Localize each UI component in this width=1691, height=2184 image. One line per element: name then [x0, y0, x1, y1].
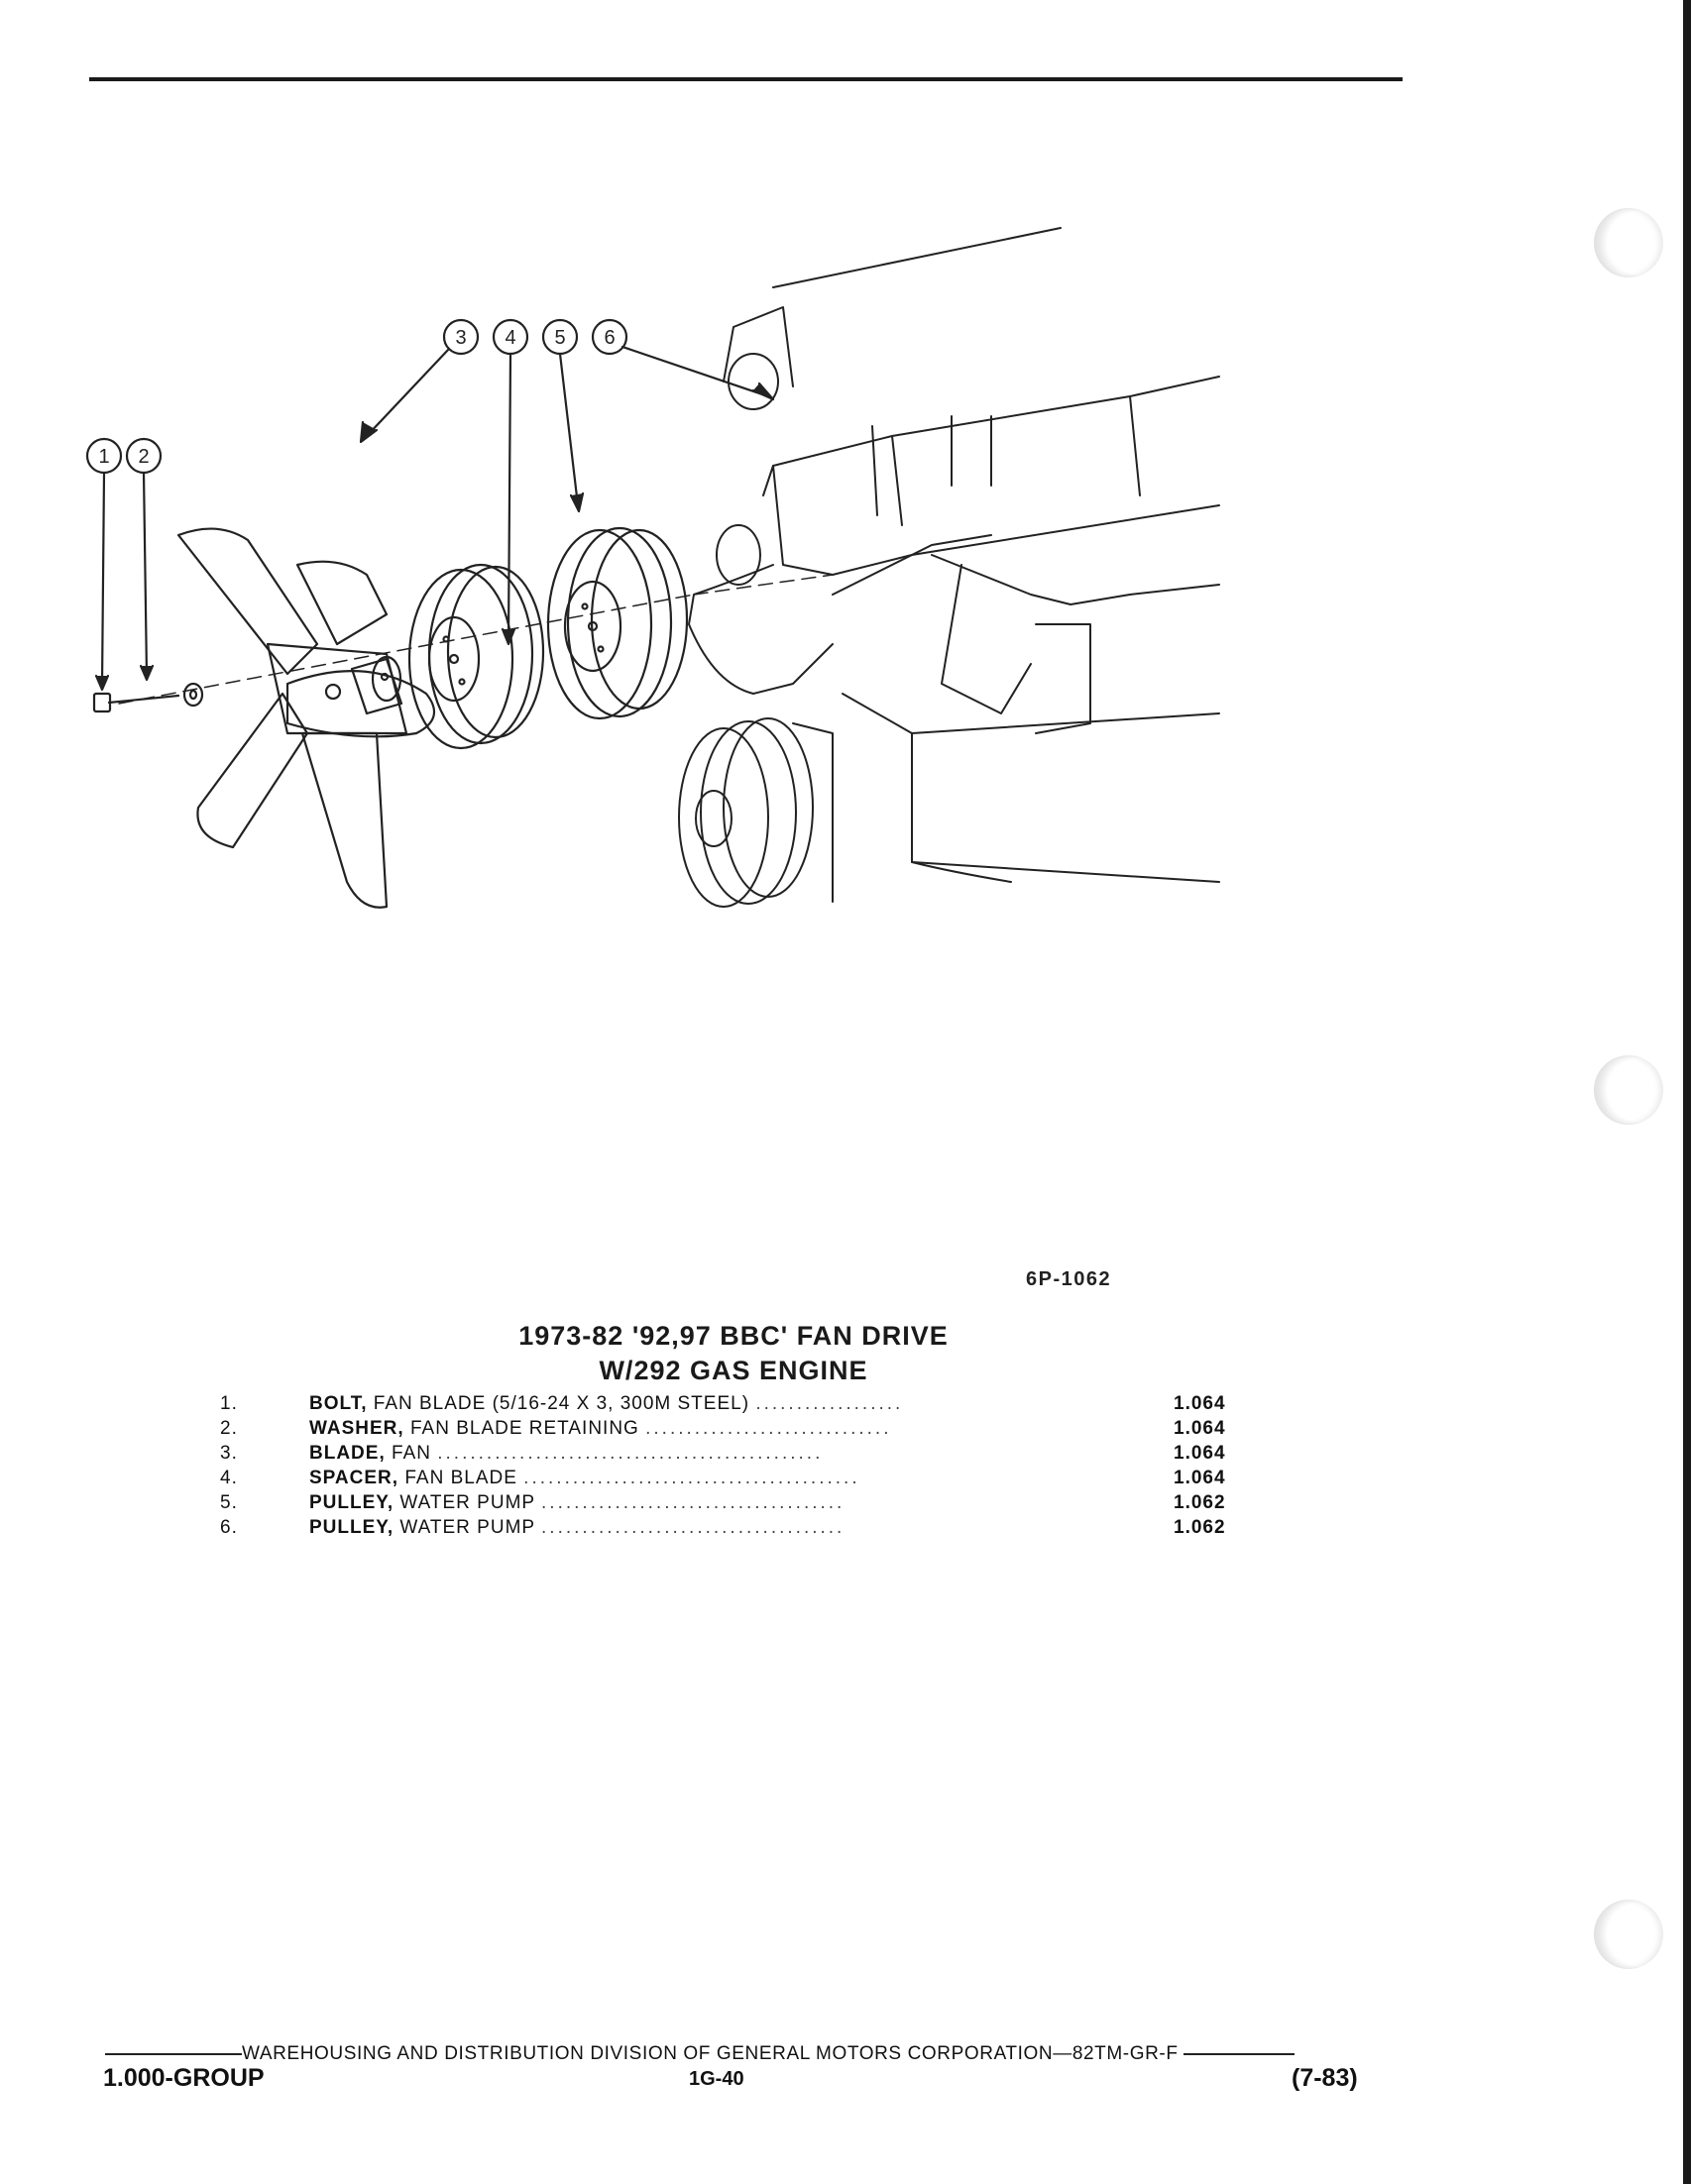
svg-text:2: 2 [138, 446, 150, 468]
top-rule [89, 77, 1403, 81]
part-ref: 1.062 [1174, 1492, 1226, 1513]
callout-3 [361, 320, 478, 442]
pulley-6-part [548, 528, 687, 718]
part-name: BLADE, [309, 1443, 386, 1464]
leader-dots: ............................................... [437, 1443, 824, 1464]
part-ref: 1.064 [1174, 1418, 1226, 1439]
part-description: WATER PUMP [399, 1492, 535, 1513]
part-description: FAN BLADE RETAINING [409, 1418, 639, 1439]
part-number: 5. [220, 1492, 238, 1513]
callout-4 [494, 320, 527, 644]
part-description: FAN [392, 1443, 431, 1464]
part-name: BOLT, [309, 1393, 368, 1414]
part-ref: 1.062 [1174, 1517, 1226, 1538]
pulley-5-part [409, 565, 543, 748]
svg-text:6: 6 [604, 327, 616, 349]
part-name: SPACER, [309, 1468, 399, 1488]
footer-page-number: 1G-40 [689, 2068, 744, 2090]
svg-text:4: 4 [505, 327, 516, 349]
footer-publisher-line [105, 2043, 1374, 2065]
engine-block [679, 228, 1219, 907]
parts-row-4 [220, 1466, 1251, 1490]
callout-5 [543, 320, 583, 511]
part-description: WATER PUMP [399, 1517, 535, 1538]
footer-group: 1.000-GROUP [103, 2064, 265, 2092]
part-number: 6. [220, 1517, 238, 1538]
parts-row-3 [220, 1441, 1251, 1466]
binder-hole-top [1594, 208, 1663, 277]
page-title-line1: 1973-82 '92,97 BBC' FAN DRIVE [518, 1321, 949, 1351]
parts-row-1 [220, 1391, 1251, 1416]
svg-text:5: 5 [554, 327, 566, 349]
svg-text:1: 1 [98, 446, 110, 468]
part-name: PULLEY, [309, 1517, 395, 1538]
part-ref: 1.064 [1174, 1393, 1226, 1414]
part-description: FAN BLADE [404, 1468, 517, 1488]
leader-dots: .................. [755, 1393, 904, 1414]
parts-row-5 [220, 1490, 1251, 1515]
leader-dots: .............................. [645, 1418, 892, 1439]
part-description: FAN BLADE (5/16-24 X 3, 300M STEEL) [373, 1393, 750, 1414]
parts-list [220, 1391, 1251, 1540]
parts-row-6 [220, 1515, 1251, 1540]
part-number: 4. [220, 1468, 238, 1488]
page-edge [1683, 0, 1691, 2184]
figure-id: 6P-1062 [1026, 1268, 1112, 1290]
part-ref: 1.064 [1174, 1443, 1226, 1464]
part-name: PULLEY, [309, 1492, 395, 1513]
part-number: 1. [220, 1393, 238, 1414]
callout-6 [593, 320, 773, 399]
fan-blade-part [178, 529, 434, 908]
page-title-line2: W/292 GAS ENGINE [599, 1356, 868, 1385]
svg-text:3: 3 [455, 327, 467, 349]
binder-hole-bottom [1594, 1900, 1663, 1969]
leader-dots: ......................................... [523, 1468, 860, 1488]
part-ref: 1.064 [1174, 1468, 1226, 1488]
parts-row-2 [220, 1416, 1251, 1441]
bolt-part [94, 694, 178, 711]
part-number: 2. [220, 1418, 238, 1439]
callout-2 [127, 439, 161, 680]
part-name: WASHER, [309, 1418, 404, 1439]
binder-hole-middle [1594, 1055, 1663, 1125]
leader-dots: ..................................... [541, 1517, 846, 1538]
leader-dots: ..................................... [541, 1492, 846, 1513]
footer-publisher: WAREHOUSING AND DISTRIBUTION DIVISION OF GENERAL MOTORS CORPORATION—82TM-GR-F [242, 2043, 1179, 2064]
fan-drive-illustration [98, 268, 1368, 941]
washer-part [184, 684, 202, 706]
part-number: 3. [220, 1443, 238, 1464]
footer-date: (7-83) [1292, 2064, 1358, 2092]
callout-1 [87, 439, 121, 690]
